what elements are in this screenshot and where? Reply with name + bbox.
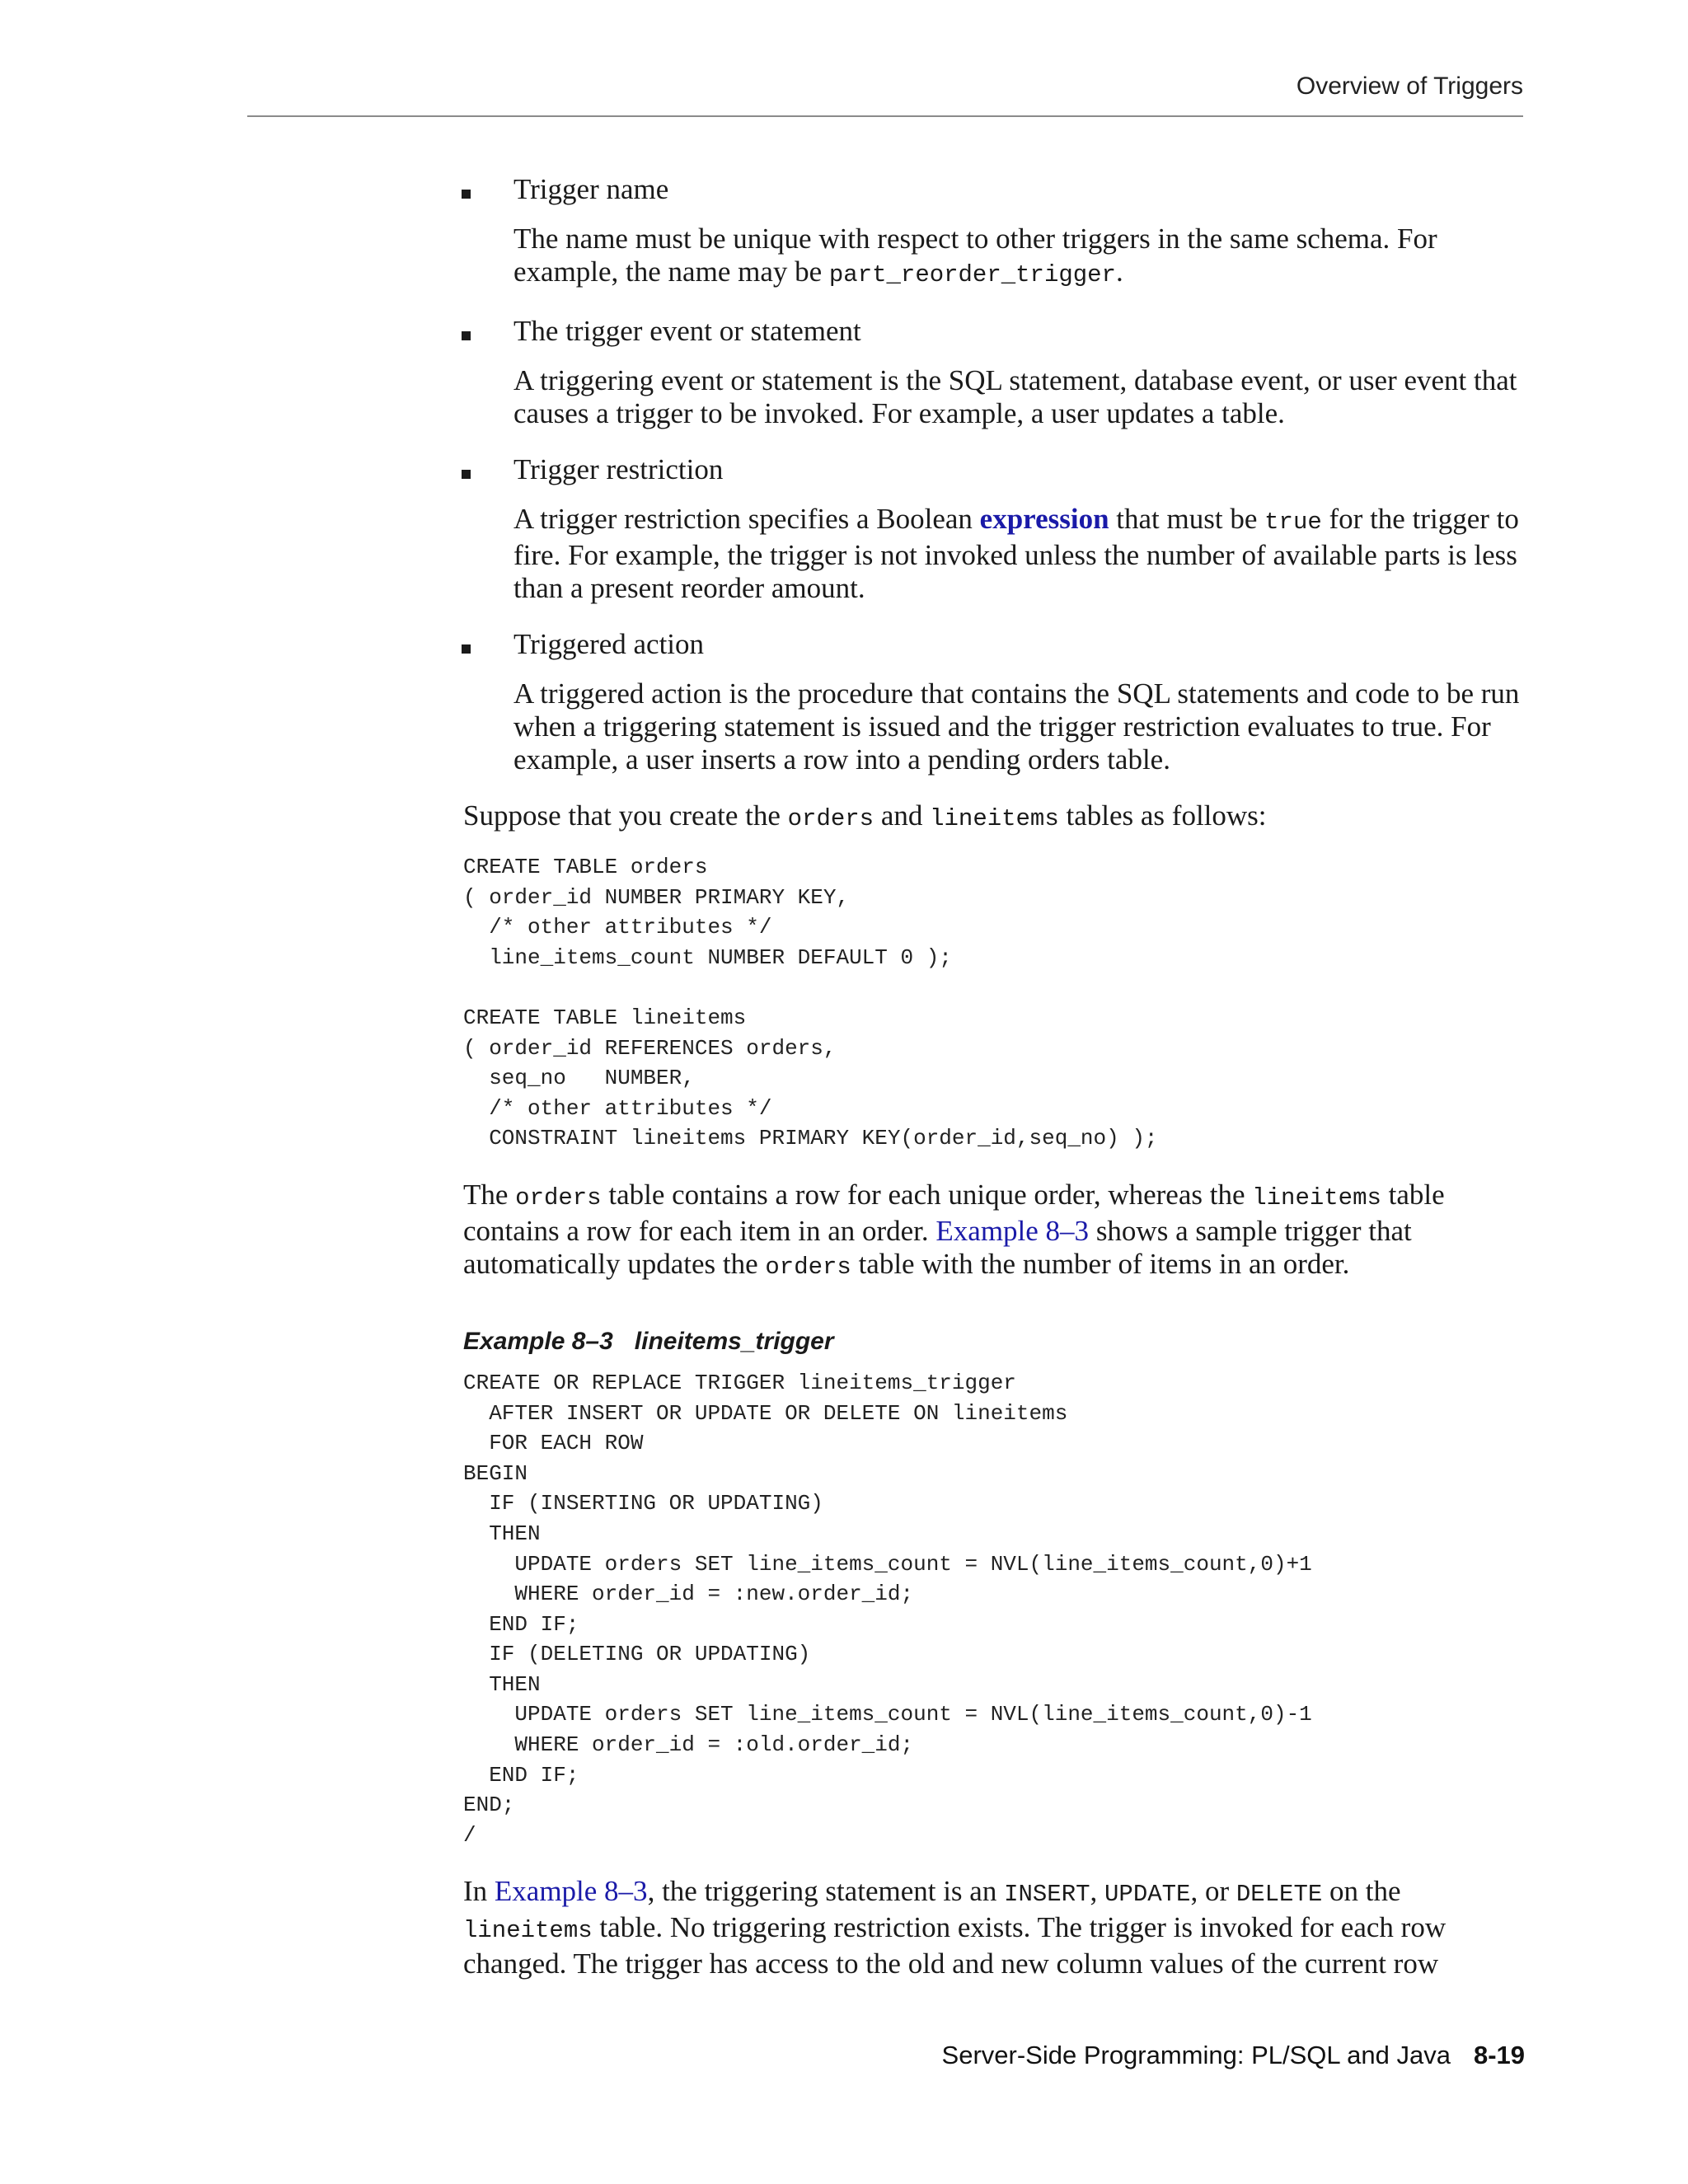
inline-code: INSERT (1004, 1881, 1090, 1909)
square-bullet-icon (462, 190, 471, 199)
inline-code: orders (765, 1253, 851, 1281)
page-number: 8-19 (1473, 2041, 1525, 2069)
bullet-item-trigger-restriction (463, 453, 1526, 605)
inline-code: orders (515, 1183, 602, 1212)
example-link[interactable]: Example 8–3 (935, 1214, 1090, 1247)
example-label: Example 8–3 (463, 1327, 613, 1355)
bullet-description: The name must be unique with respect to other triggers in the same schema. For example, the name may be part_reorder_trigger. (513, 223, 1437, 288)
bullet-description: A triggered action is the procedure that contains the SQL statements and code to be run when a triggering statement is issued and the trigger restriction evaluates to true. For example, a user inserts a row into a pending orders table. (513, 677, 1520, 776)
inline-code: lineitems (463, 1917, 593, 1945)
inline-code: lineitems (1252, 1183, 1381, 1212)
glossary-link-expression[interactable]: expression (979, 503, 1109, 535)
square-bullet-icon (462, 644, 471, 654)
intro-paragraph: Suppose that you create the orders and lineitems tables as follows: (463, 799, 1267, 832)
square-bullet-icon (462, 470, 471, 479)
inline-code: UPDATE (1104, 1881, 1191, 1909)
inline-code: lineitems (930, 805, 1059, 832)
bullet-title: Trigger name (513, 173, 669, 205)
bullet-description: A trigger restriction specifies a Boolean expression that must be true for the trigger to fire. For example, the trigger is not invoked unless the number of available parts is less than a present reorder amount. (513, 503, 1519, 604)
inline-code: orders (787, 805, 874, 832)
example-link[interactable]: Example 8–3 (494, 1875, 648, 1908)
running-header (247, 73, 1523, 117)
code-block-trigger: CREATE OR REPLACE TRIGGER lineitems_trigger AFTER INSERT OR UPDATE OR DELETE ON lineitems FOR EACH ROW BEGIN IF (INSERTING OR UPDATING) THEN UPDATE orders SET line_items_count = NVL(line_items_count,0)+1 WHERE order_id = :new.order_id; END IF; IF (DELETING OR UPDATING) THEN UPDATE orders SET line_items_count = NVL(line_items_count,0)-1 WHERE order_id = :old.order_id; END IF; END; / (463, 1370, 1312, 1848)
square-bullet-icon (462, 331, 471, 340)
final-paragraph: In Example 8–3, the triggering statement is an INSERT, UPDATE, or DELETE on the lineitems table. No triggering restriction exists. The trigger is invoked for each row changed. The trigger has access to the old and new column values of the current row (463, 1875, 1447, 1980)
inline-code: true (1264, 509, 1322, 536)
bullet-title: The trigger event or statement (513, 315, 861, 347)
bullet-title: Triggered action (513, 628, 705, 660)
page-content (463, 173, 1526, 1980)
inline-code: part_reorder_trigger (828, 261, 1116, 288)
example-title: lineitems_trigger (634, 1327, 834, 1355)
bullet-title: Trigger restriction (513, 453, 724, 485)
bullet-description: A triggering event or statement is the SQL statement, database event, or user event that causes a trigger to be invoked. For example, a user updates a table. (513, 364, 1517, 429)
code-block-create-tables: CREATE TABLE orders ( order_id NUMBER PRIMARY KEY, /* other attributes */ line_items_count NUMBER DEFAULT 0 ); CREATE TABLE lineitems ( order_id REFERENCES orders, seq_no NUMBER, /* other attributes */ CONSTRAINT lineitems PRIMARY KEY(order_id,seq_no) ); (463, 855, 1158, 1151)
bullet-item-triggered-action (463, 628, 1526, 776)
book-title: Server-Side Programming: PL/SQL and Java (941, 2041, 1451, 2069)
example-caption (463, 1327, 1526, 1357)
inline-code: DELETE (1236, 1881, 1323, 1909)
bullet-item-trigger-name (463, 173, 1526, 292)
bullet-item-trigger-event (463, 315, 1526, 430)
running-footer (942, 2041, 1525, 2070)
orders-paragraph: The orders table contains a row for each unique order, whereas the lineitems table contains a row for each item in an order. Example 8–3 shows a sample trigger that automatically updates the orders table with the number of items in an order. (463, 1178, 1445, 1281)
section-title: Overview of Triggers (1296, 73, 1523, 100)
